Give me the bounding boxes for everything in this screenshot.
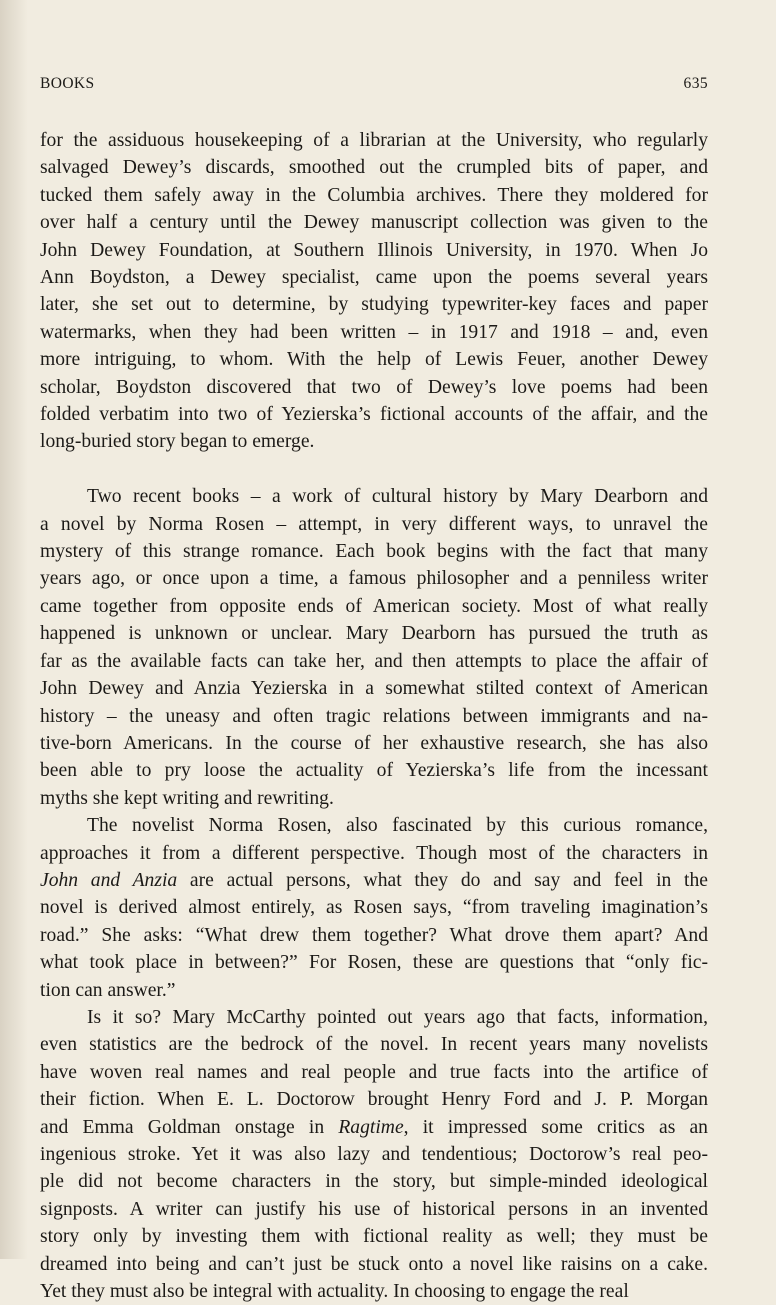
text-line: story only by investing them with fictional reality as well; they must be [40, 1226, 708, 1248]
text-line: signposts. A writer can justify his use of historical persons in an invented [40, 1198, 708, 1220]
text-line: their fiction. When E. L. Doctorow brought Henry Ford and J. P. Morgan [40, 1089, 708, 1111]
text-line: approaches it from a different perspective. Though most of the characters in [40, 842, 708, 864]
italic-title: John and Anzia [40, 869, 178, 891]
text-line: have woven real names and real people and true facts into the artifice of [40, 1061, 708, 1083]
text-line: and Emma Goldman onstage in Ragtime, it impressed some critics as an [40, 1116, 708, 1138]
italic-title: Ragtime [338, 1116, 404, 1138]
text-line: road.” She asks: “What drew them together? What drove them apart? And [40, 924, 708, 946]
article-body [40, 127, 708, 1305]
text-line: tion can answer.” [40, 979, 176, 1001]
page-gutter-shadow [0, 0, 28, 1259]
text-line: what took place in between?” For Rosen, these are questions that “only fic- [40, 952, 708, 974]
text-line: years ago, or once upon a time, a famous philosopher and a penniless writer [40, 568, 708, 590]
text-line: scholar, Boydston discovered that two of Dewey’s love poems had been [40, 376, 708, 398]
text-line: over half a century until the Dewey manuscript collection was given to the [40, 212, 708, 234]
text-line: later, she set out to determine, by studying typewriter-key faces and paper [40, 294, 708, 316]
text-line: tive-born Americans. In the course of her exhaustive research, she has also [40, 732, 708, 754]
text-line: Is it so? Mary McCarthy pointed out years ago that facts, information, [87, 1006, 708, 1028]
text-line: more intriguing, to whom. With the help of Lewis Feuer, another Dewey [40, 349, 708, 371]
text-line: ingenious stroke. Yet it was also lazy and tendentious; Doctorow’s real peo- [40, 1144, 708, 1166]
text-line: history – the uneasy and often tragic relations between immigrants and na- [40, 705, 708, 727]
page-number: 635 [683, 75, 708, 92]
text-line: John Dewey Foundation, at Southern Illinois University, in 1970. When Jo [40, 239, 708, 261]
text-line: The novelist Norma Rosen, also fascinated by this curious romance, [87, 815, 708, 837]
text-line: dreamed into being and can’t just be stuck onto a novel like raisins on a cake. [40, 1253, 708, 1275]
text-line: ple did not become characters in the story, but simple-minded ideological [40, 1171, 708, 1193]
text-line: been able to pry loose the actuality of Yezierska’s life from the incessant [40, 760, 708, 782]
text-line: Two recent books – a work of cultural history by Mary Dearborn and [87, 486, 708, 508]
paragraph [40, 127, 708, 456]
running-head [40, 75, 708, 93]
text-line: happened is unknown or unclear. Mary Dearborn has pursued the truth as [40, 623, 708, 645]
text-line: John Dewey and Anzia Yezierska in a somewhat stilted context of American [40, 678, 708, 700]
section-title: BOOKS [40, 75, 95, 92]
text-line: mystery of this strange romance. Each book begins with the fact that many [40, 541, 708, 563]
text-line: tucked them safely away in the Columbia archives. There they moldered for [40, 184, 708, 206]
text-line: for the assiduous housekeeping of a librarian at the University, who regularly [40, 130, 708, 151]
text-line: long-buried story began to emerge. [40, 431, 315, 453]
text-line: John and Anzia are actual persons, what they do and say and feel in the [40, 869, 708, 891]
text-line: watermarks, when they had been written – in 1917 and 1918 – and, even [40, 321, 708, 343]
text-line: came together from opposite ends of American society. Most of what really [40, 595, 708, 617]
text-line: folded verbatim into two of Yezierska’s fictional accounts of the affair, and the [40, 404, 708, 426]
text-line: a novel by Norma Rosen – attempt, in very different ways, to unravel the [40, 513, 708, 535]
text-line: even statistics are the bedrock of the novel. In recent years many novelists [40, 1034, 708, 1056]
paragraph [40, 1004, 708, 1305]
text-line: novel is derived almost entirely, as Rosen says, “from traveling imagination’s [40, 897, 708, 919]
paragraph [40, 812, 708, 1004]
text-line: myths she kept writing and rewriting. [40, 787, 334, 809]
text-line: salvaged Dewey’s discards, smoothed out the crumpled bits of paper, and [40, 157, 708, 179]
text-line: Yet they must also be integral with actuality. In choosing to engage the real [40, 1281, 629, 1303]
text-line: far as the available facts can take her, and then attempts to place the affair of [40, 650, 708, 672]
paragraph [40, 483, 708, 812]
text-line: Ann Boydston, a Dewey specialist, came upon the poems several years [40, 267, 708, 289]
